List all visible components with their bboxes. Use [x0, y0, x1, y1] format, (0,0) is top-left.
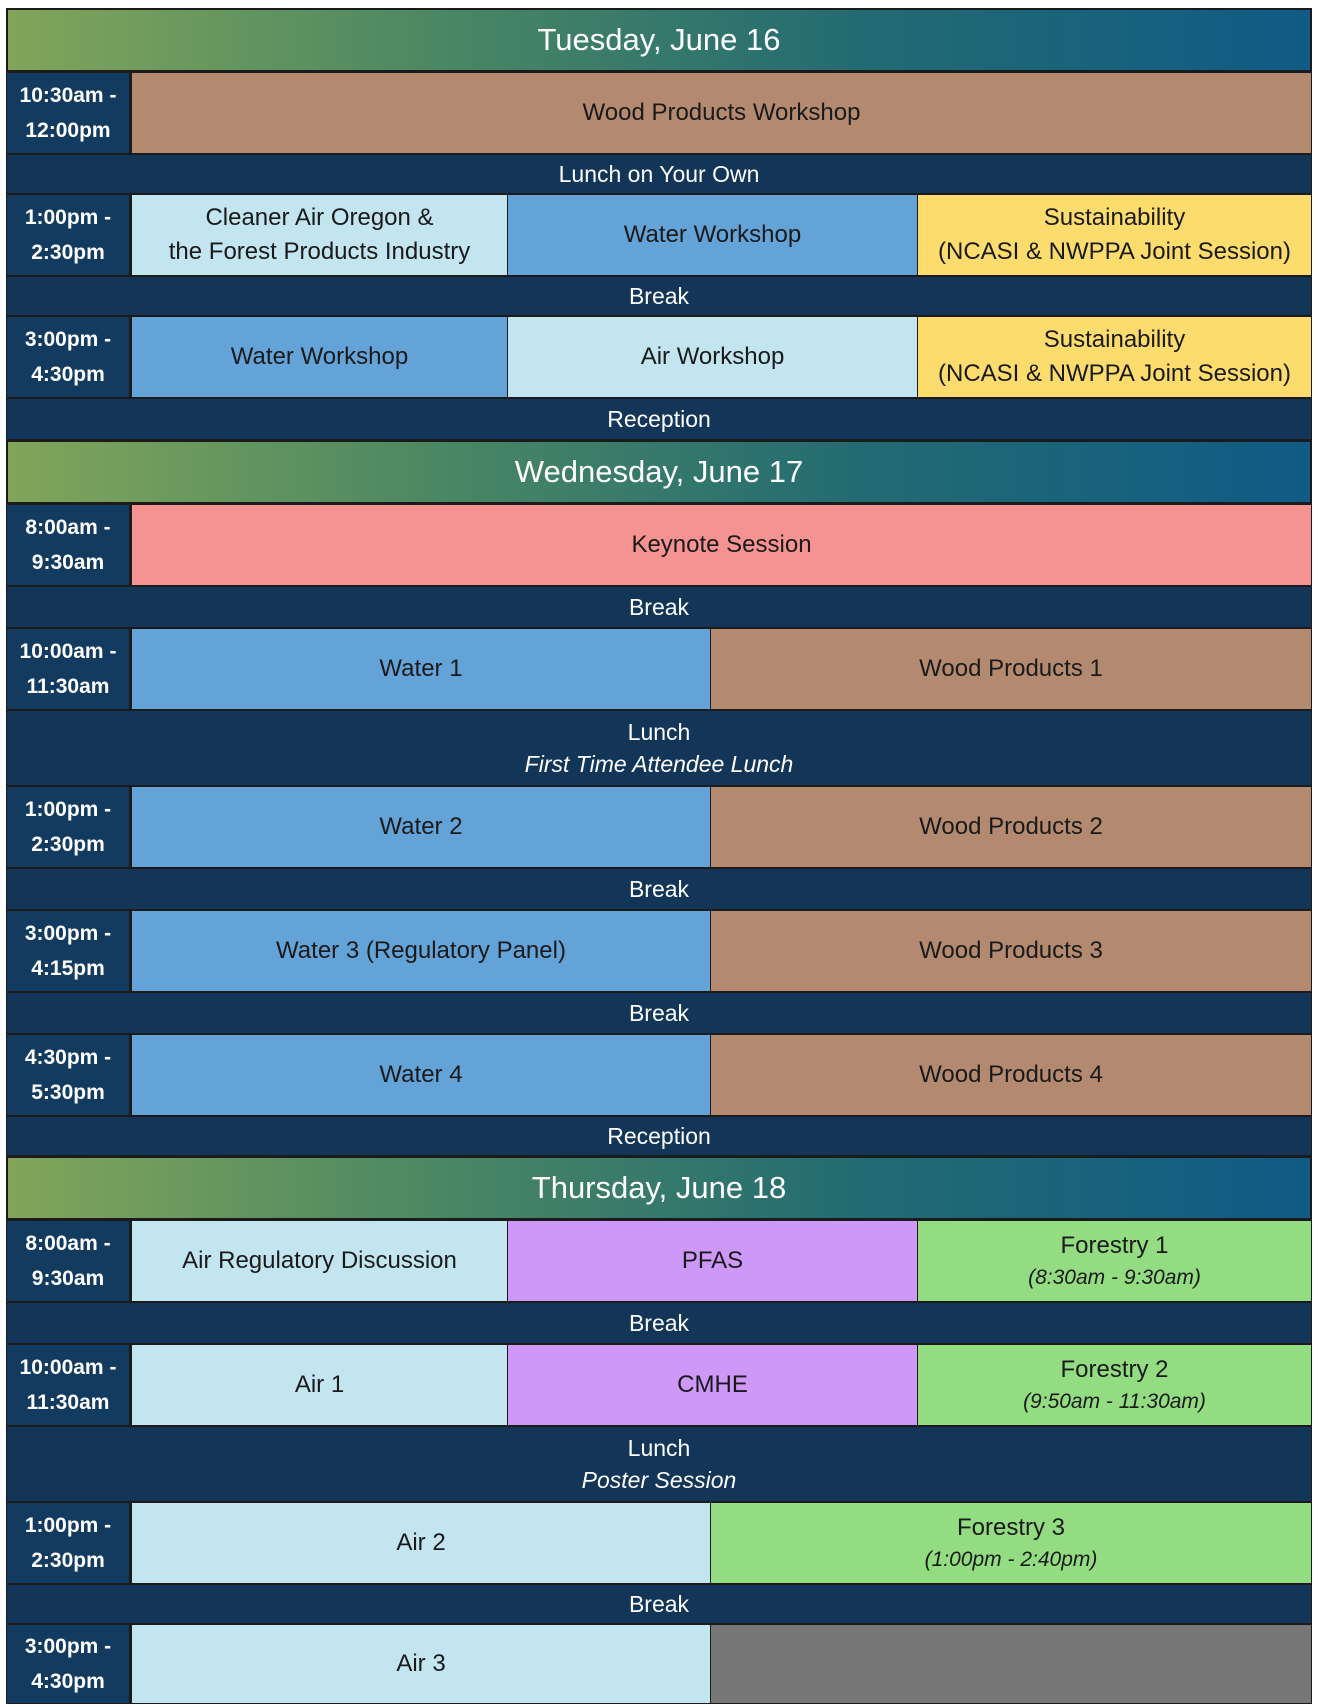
time-label: [7, 73, 131, 153]
session-title: Wood Products 2: [919, 813, 1103, 840]
time-slot-row: [6, 504, 1312, 586]
session-title: Wood Products 4: [919, 1061, 1103, 1088]
session-title: Wood Products Workshop: [582, 99, 861, 126]
lunch-bar: [6, 1426, 1312, 1502]
time-start: 10:30am -: [19, 84, 117, 107]
time-start: 4:30pm -: [24, 1046, 112, 1069]
session-air-workshop[interactable]: [507, 317, 917, 397]
time-label: [7, 787, 131, 867]
reception-bar: [6, 398, 1312, 440]
session-title: Water 2: [379, 813, 463, 840]
time-label: [7, 911, 131, 991]
session-title: Water 3 (Regulatory Panel): [276, 937, 566, 964]
time-slot-row: [6, 72, 1312, 154]
session-title: PFAS: [681, 1247, 744, 1274]
time-label: [7, 317, 131, 397]
session-forestry-1[interactable]: [917, 1221, 1311, 1301]
session-water-workshop[interactable]: [131, 317, 507, 397]
bar-label: Reception: [607, 406, 711, 432]
time-end: 9:30am: [31, 1267, 105, 1290]
break-bar: [6, 276, 1312, 316]
time-label: [7, 629, 131, 709]
break-bar: [6, 586, 1312, 628]
time-start: 3:00pm -: [24, 1635, 112, 1658]
time-end: 4:15pm: [31, 957, 105, 980]
session-keynote[interactable]: [131, 505, 1311, 585]
session-title: Cleaner Air Oregon &: [205, 204, 434, 231]
session-forestry-2[interactable]: [917, 1345, 1311, 1425]
break-bar: [6, 992, 1312, 1034]
day-title: Wednesday, June 17: [514, 454, 804, 489]
lunch-bar: [6, 154, 1312, 194]
time-start: 8:00am -: [25, 516, 111, 539]
session-title: Water Workshop: [230, 343, 409, 370]
time-start: 10:00am -: [19, 1356, 117, 1379]
time-slot-row: [6, 628, 1312, 710]
session-water-1[interactable]: [131, 629, 710, 709]
session-air-2[interactable]: [131, 1503, 710, 1583]
bar-label: Break: [628, 1310, 690, 1336]
session-water-workshop[interactable]: [507, 195, 917, 275]
time-start: 8:00am -: [25, 1232, 111, 1255]
session-forestry-3[interactable]: [710, 1503, 1311, 1583]
time-slot-row: [6, 194, 1312, 276]
time-label: [7, 505, 131, 585]
session-note: (1:00pm - 2:40pm): [924, 1548, 1098, 1571]
session-title: Water 1: [379, 655, 463, 682]
time-end: 12:00pm: [25, 119, 111, 142]
bar-sublabel: Poster Session: [581, 1467, 737, 1493]
lunch-bar: [6, 710, 1312, 786]
session-title: Keynote Session: [631, 531, 812, 558]
session-note: (8:30am - 9:30am): [1028, 1266, 1201, 1289]
session-cmhe[interactable]: [507, 1345, 917, 1425]
session-title: Air 2: [396, 1529, 446, 1556]
time-label: [7, 1625, 131, 1703]
session-pfas[interactable]: [507, 1221, 917, 1301]
time-slot-row: [6, 910, 1312, 992]
time-end: 11:30am: [26, 1391, 110, 1414]
time-end: 5:30pm: [31, 1081, 105, 1104]
session-title: Forestry 2: [1060, 1356, 1169, 1383]
time-slot-row: [6, 1344, 1312, 1426]
time-start: 1:00pm -: [24, 1514, 112, 1537]
time-end: 2:30pm: [31, 241, 105, 264]
session-title-line2: (NCASI & NWPPA Joint Session): [938, 360, 1291, 387]
bar-label: Break: [628, 876, 690, 902]
break-bar: [6, 1302, 1312, 1344]
session-wood-products-3[interactable]: [710, 911, 1311, 991]
session-title-line2: (NCASI & NWPPA Joint Session): [938, 238, 1291, 265]
time-slot-row: [6, 1502, 1312, 1584]
time-slot-row: [6, 316, 1312, 398]
time-end: 2:30pm: [31, 833, 105, 856]
time-slot-row: [6, 786, 1312, 868]
session-air-regulatory-discussion[interactable]: [131, 1221, 507, 1301]
time-label: [7, 1345, 131, 1425]
session-water-4[interactable]: [131, 1035, 710, 1115]
session-wood-products-4[interactable]: [710, 1035, 1311, 1115]
session-sustainability[interactable]: [917, 195, 1311, 275]
time-start: 3:00pm -: [24, 328, 112, 351]
session-wood-products-workshop[interactable]: [131, 73, 1311, 153]
bar-label: Break: [628, 1591, 690, 1617]
session-air-3[interactable]: [131, 1625, 710, 1703]
bar-label: Lunch: [627, 1435, 691, 1461]
time-end: 4:30pm: [31, 363, 105, 386]
bar-label: Lunch: [627, 719, 691, 745]
break-bar: [6, 1584, 1312, 1624]
session-title-line2: the Forest Products Industry: [168, 238, 471, 265]
session-title: Forestry 3: [956, 1514, 1066, 1541]
session-water-3[interactable]: [131, 911, 710, 991]
session-cleaner-air-oregon[interactable]: [131, 195, 507, 275]
bar-sublabel: First Time Attendee Lunch: [524, 751, 794, 777]
session-title: Air Regulatory Discussion: [182, 1247, 457, 1274]
session-wood-products-1[interactable]: [710, 629, 1311, 709]
session-title: Wood Products 3: [919, 937, 1103, 964]
time-end: 9:30am: [31, 551, 105, 574]
day-header-wednesday: [6, 440, 1312, 504]
session-title: Air Workshop: [640, 343, 785, 370]
day-title: Thursday, June 18: [531, 1170, 787, 1205]
bar-label: Break: [628, 594, 690, 620]
session-title: Water Workshop: [623, 221, 802, 248]
session-water-2[interactable]: [131, 787, 710, 867]
session-title: Sustainability: [1043, 326, 1186, 353]
session-title: Air 1: [294, 1371, 345, 1398]
time-end: 11:30am: [26, 675, 110, 698]
time-label: [7, 195, 131, 275]
day-header-thursday: [6, 1156, 1312, 1220]
time-start: 1:00pm -: [24, 206, 112, 229]
session-note: (9:50am - 11:30am): [1023, 1390, 1206, 1413]
session-title: Wood Products 1: [919, 655, 1103, 682]
session-wood-products-2[interactable]: [710, 787, 1311, 867]
bar-label: Lunch on Your Own: [558, 161, 760, 187]
session-title: Forestry 1: [1060, 1232, 1169, 1259]
bar-label: Reception: [607, 1123, 711, 1149]
time-start: 1:00pm -: [24, 798, 112, 821]
day-title: Tuesday, June 16: [537, 22, 781, 57]
time-start: 3:00pm -: [24, 922, 112, 945]
time-end: 2:30pm: [31, 1549, 105, 1572]
session-title: Sustainability: [1043, 204, 1186, 231]
time-end: 4:30pm: [31, 1670, 105, 1693]
empty-slot: [710, 1625, 1311, 1703]
bar-label: Break: [628, 1000, 690, 1026]
session-title: Water 4: [379, 1061, 463, 1088]
time-start: 10:00am -: [19, 640, 117, 663]
bar-label: Break: [628, 283, 690, 309]
break-bar: [6, 868, 1312, 910]
time-slot-row: [6, 1624, 1312, 1704]
day-header-tuesday: [6, 8, 1312, 72]
session-title: CMHE: [677, 1371, 748, 1398]
session-air-1[interactable]: [131, 1345, 507, 1425]
reception-bar: [6, 1116, 1312, 1156]
time-slot-row: [6, 1220, 1312, 1302]
session-sustainability[interactable]: [917, 317, 1311, 397]
time-slot-row: [6, 1034, 1312, 1116]
session-title: Air 3: [396, 1650, 446, 1677]
time-label: [7, 1503, 131, 1583]
time-label: [7, 1221, 131, 1301]
time-label: [7, 1035, 131, 1115]
